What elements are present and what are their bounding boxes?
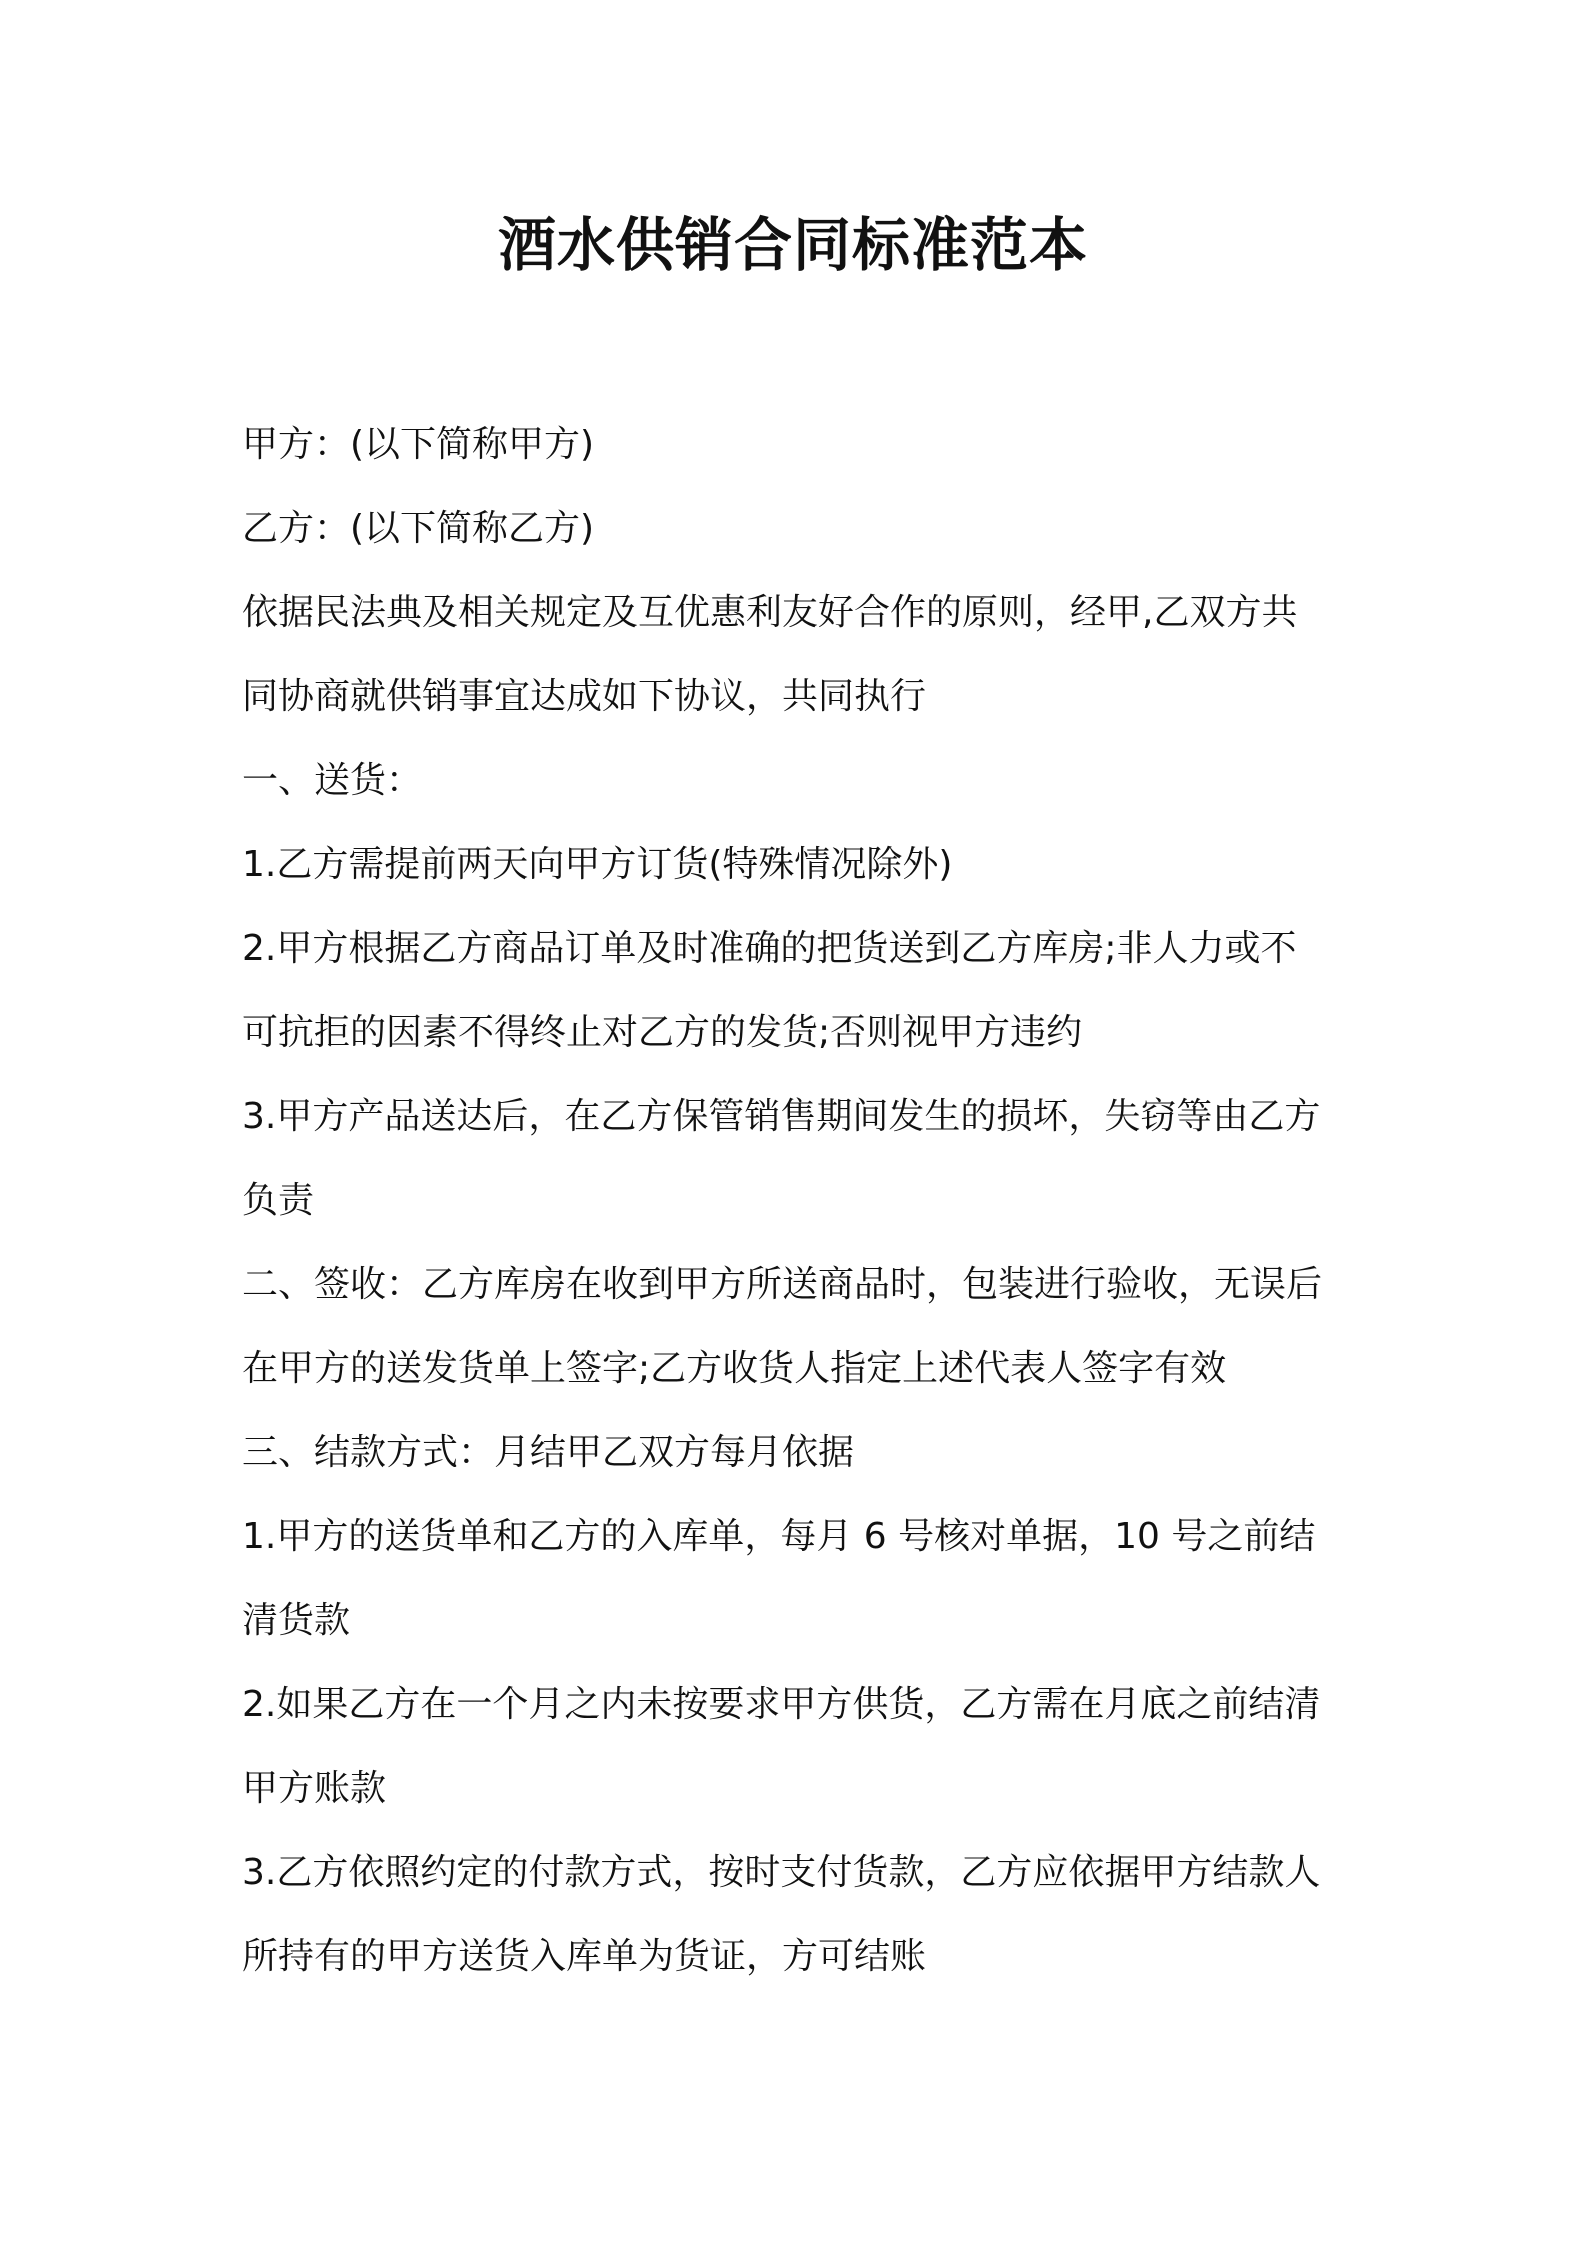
text-line: 3.甲方产品送达后，在乙方保管销售期间发生的损坏，失窃等由乙方 [242, 1096, 1321, 1137]
text-line: 1.乙方需提前两天向甲方订货(特殊情况除外) [242, 844, 953, 885]
text-line: 一、送货： [242, 760, 423, 801]
text-line: 2.如果乙方在一个月之内未按要求甲方供货，乙方需在月底之前结清 [242, 1684, 1321, 1725]
text-line: 三、结款方式：月结甲乙双方每月依据 [242, 1432, 855, 1473]
text-line: 清货款 [242, 1600, 351, 1641]
text-line: 甲方：(以下简称甲方) [242, 424, 595, 465]
text-line: 二、签收：乙方库房在收到甲方所送商品时，包装进行验收，无误后 [242, 1264, 1323, 1305]
document-title: 酒水供销合同标准范本 [497, 211, 1088, 279]
text-line: 依据民法典及相关规定及互优惠利友好合作的原则，经甲,乙双方共 [242, 592, 1298, 633]
clause-delivery-3 [242, 1075, 1362, 1243]
text-line: 1.甲方的送货单和乙方的入库单，每月 6 号核对单据，10 号之前结 [242, 1516, 1316, 1557]
text-line: 可抗拒的因素不得终止对乙方的发货;否则视甲方违约 [242, 1012, 1083, 1053]
text-line: 负责 [242, 1180, 315, 1221]
text-line: 所持有的甲方送货入库单为货证，方可结账 [242, 1936, 927, 1977]
text-line: 甲方账款 [242, 1768, 387, 1809]
text-line: 同协商就供销事宜达成如下协议，共同执行 [242, 676, 927, 717]
text-line: 在甲方的送发货单上签字;乙方收货人指定上述代表人签字有效 [242, 1348, 1227, 1389]
section-heading-delivery [242, 739, 1362, 823]
document-body [242, 403, 1362, 1999]
text-line: 3.乙方依照约定的付款方式，按时支付货款，乙方应依据甲方结款人 [242, 1852, 1321, 1893]
section-signoff [242, 1243, 1362, 1411]
paragraph-party-a [242, 403, 1362, 487]
section-heading-payment [242, 1411, 1362, 1495]
paragraph-preamble [242, 571, 1362, 739]
clause-payment-2 [242, 1663, 1362, 1831]
clause-delivery-1 [242, 823, 1362, 907]
text-line: 乙方：(以下简称乙方) [242, 508, 595, 549]
clause-payment-3 [242, 1831, 1362, 1999]
text-line: 2.甲方根据乙方商品订单及时准确的把货送到乙方库房;非人力或不 [242, 928, 1297, 969]
clause-payment-1 [242, 1495, 1362, 1663]
paragraph-party-b [242, 487, 1362, 571]
clause-delivery-2 [242, 907, 1362, 1075]
